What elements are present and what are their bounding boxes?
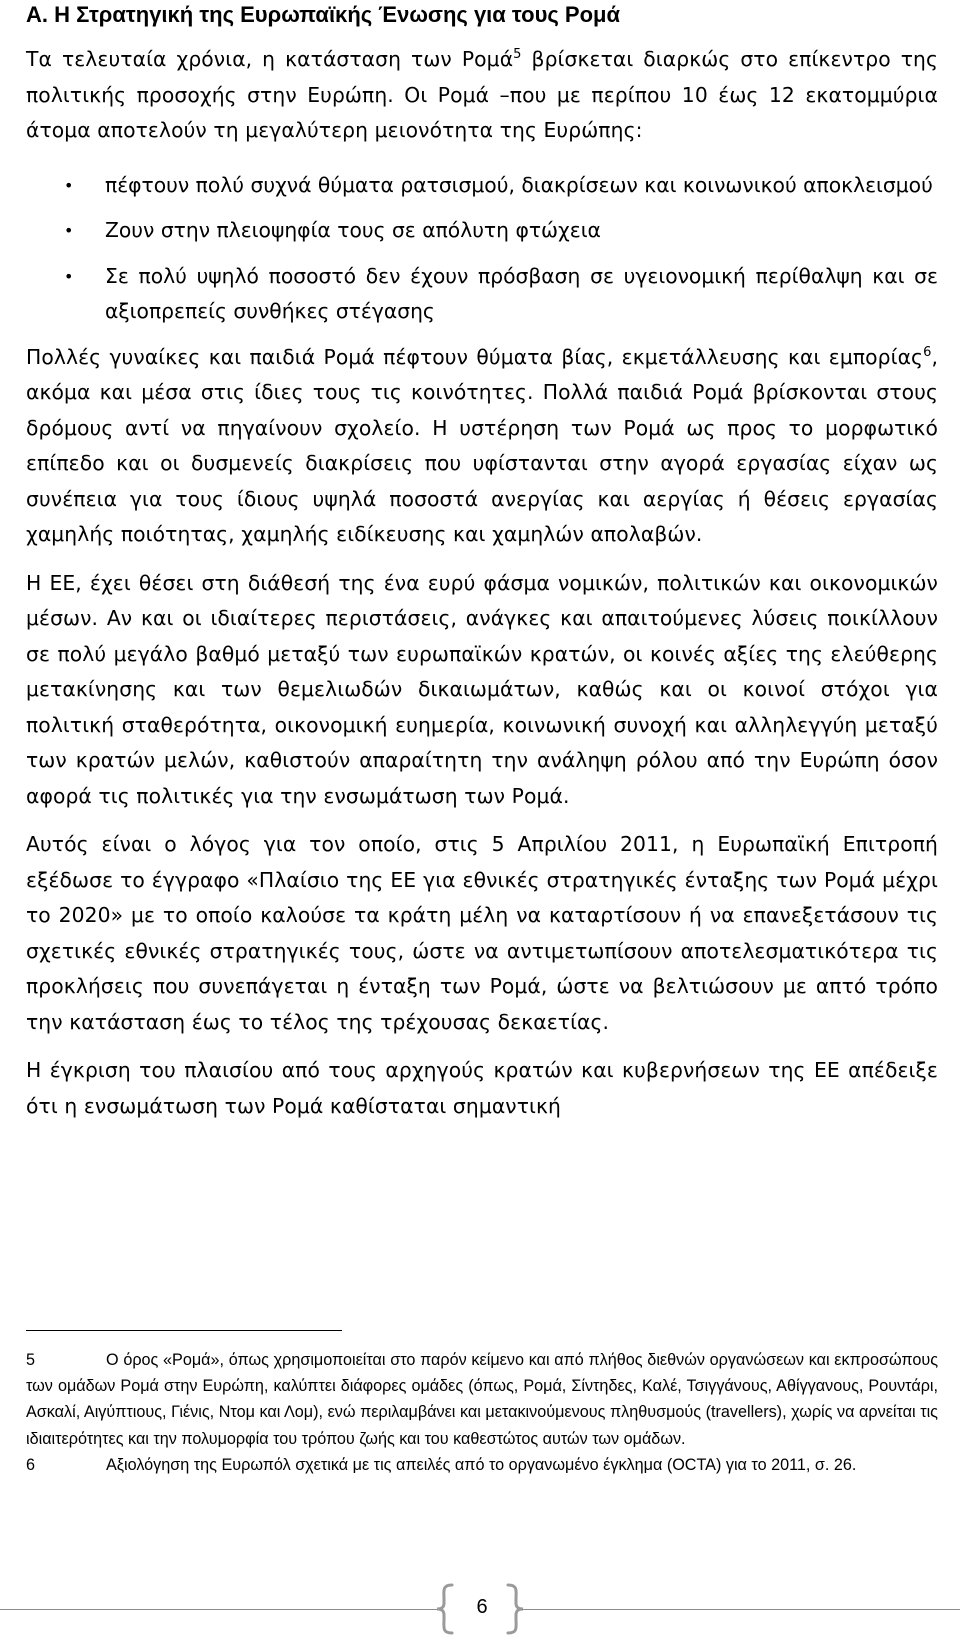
bullet-icon: • bbox=[64, 221, 74, 240]
section-heading: Α. Η Στρατηγική της Ευρωπαϊκής Ένωσης για τους Ρομά bbox=[26, 2, 621, 27]
intro-text-end: βρίσκεται διαρκώς στο επίκεντρο της πολιτικής προσοχής στην Ευρώπη. Οι Ρομά –που με περίπου 10 έως 12 εκατομμύρια άτομα αποτελούν τη μεγαλύτερη μειονότητα της Ευρώπης: bbox=[26, 47, 939, 142]
left-brace-icon bbox=[432, 1583, 456, 1635]
bullet-text: Σε πολύ υψηλό ποσοστό δεν έχουν πρόσβαση σε υγειονομική περίθαλψη και σε αξιοπρεπείς συνθήκες στέγασης bbox=[105, 263, 938, 323]
footnotes bbox=[26, 1347, 938, 1478]
footer-rule-left bbox=[0, 1609, 438, 1610]
footnote-6 bbox=[26, 1452, 938, 1478]
bullet-text: πέφτουν πολύ συχνά θύματα ρατσισμού, διακρίσεων και κοινωνικού αποκλεισμού bbox=[105, 172, 933, 197]
footer-rule-right bbox=[522, 1609, 960, 1610]
bullet-list bbox=[26, 168, 938, 330]
bullet-item bbox=[26, 213, 938, 249]
bullet-item bbox=[26, 168, 938, 204]
document-page bbox=[26, 0, 938, 1124]
violence-text-start: Πολλές γυναίκες και παιδιά Ρομά πέφτουν θύματα βίας, εκμετάλλευσης και εμπορίας bbox=[26, 344, 924, 369]
eu-instruments-paragraph: Η ΕΕ, έχει θέσει στη διάθεσή της ένα ευρύ φάσμα νομικών, πολιτικών και οικονομικών μέσων. Αν και οι ιδιαίτερες περιστάσεις, ανάγκες και απαιτούμενες λύσεις ποικίλλουν σε πολύ μεγάλο βαθμό μεταξύ των ευρωπαϊκών κρατών, οι κοινές αξίες της ελεύθερης μετακίνησης και των θεμελιωδών δικαιωμάτων, καθώς και οι κοινοί στόχοι για πολιτική σταθερότητα, οικονομική ευημερία, κοινωνική συνοχή και αλληλεγγύη μεταξύ των κρατών μελών, καθιστούν απαραίτητη την ανάληψη ρόλου από την Ευρώπη όσον αφορά τις πολιτικές για την ενσωμάτωση των Ρομά. bbox=[26, 570, 938, 808]
footnote-number: 5 bbox=[26, 1351, 36, 1369]
intro-text-start: Τα τελευταία χρόνια, η κατάσταση των Ρομά bbox=[26, 47, 514, 71]
intro-paragraph bbox=[26, 42, 938, 149]
violence-paragraph bbox=[26, 340, 938, 553]
footnote-ref-6[interactable]: 6 bbox=[923, 344, 932, 360]
footnote-5 bbox=[26, 1347, 938, 1452]
bullet-icon: • bbox=[64, 175, 74, 195]
page-footer bbox=[0, 1583, 960, 1631]
footnote-number: 6 bbox=[26, 1455, 36, 1474]
footnote-text: Αξιολόγηση της Ευρωπόλ σχετικά με τις απειλές από το οργανωμένο έγκλημα (OCTA) για το 2011, σ. 26. bbox=[106, 1455, 857, 1474]
bullet-text: Ζουν στην πλειοψηφία τους σε απόλυτη φτώχεια bbox=[105, 218, 601, 242]
framework-paragraph: Αυτός είναι ο λόγος για τον οποίο, στις 5 Απριλίου 2011, η Ευρωπαϊκή Επιτροπή εξέδωσε το έγγραφο «Πλαίσιο της ΕΕ για εθνικές στρατηγικές ένταξης των Ρομά μέχρι το 2020» με το οποίο καλούσε τα κράτη μέλη να καταρτίσουν ή να επανεξετάσουν τις σχετικές εθνικές στρατηγικές τους, ώστε να αντιμετωπίσουν αποτελεσματικότερα τις προκλήσεις που συνεπάγεται η ένταξη των Ρομά, ώστε να βελτιώσουν με απτό τρόπο την κατάσταση έως το τέλος της τρέχουσας δεκαετίας. bbox=[26, 832, 938, 1034]
approval-paragraph: Η έγκριση του πλαισίου από τους αρχηγούς κρατών και κυβερνήσεων της ΕΕ απέδειξε ότι η ενσωμάτωση των Ρομά καθίσταται σημαντική bbox=[26, 1058, 938, 1118]
footnote-separator bbox=[26, 1330, 342, 1331]
bullet-icon: • bbox=[64, 266, 74, 286]
page-number: 6 bbox=[476, 1596, 488, 1618]
footnote-ref-5[interactable]: 5 bbox=[513, 47, 522, 63]
bullet-item bbox=[26, 259, 938, 330]
violence-text-end: , ακόμα και μέσα στις ίδιες τους τις κοινότητες. Πολλά παιδιά Ρομά βρίσκονται στους δρόμους αντί να πηγαίνουν σχολείο. Η υστέρηση των Ρομά ως προς το μορφωτικό επίπεδο και οι δυσμενείς διακρίσεις που υφίστανται στην αγορά εργασίας είχαν ως συνέπεια για τους ίδιους υψηλά ποσοστά ανεργίας και αεργίας ή θέσεις εργασίας χαμηλής ποιότητας, χαμηλής ειδίκευσης και χαμηλών απολαβών. bbox=[26, 344, 938, 546]
footnote-text: Ο όρος «Ρομά», όπως χρησιμοποιείται στο παρόν κείμενο και από πλήθος διεθνών οργανώσεων και εκπροσώπους των ομάδων Ρομά στην Ευρώπη, καλύπτει διάφορες ομάδες (όπως, Ρομά, Σίντηδες, Καλέ, Τσιγγάνους, Αθίγγανους, Ρουντάρι, Ασκαλί, Αιγύπτιους, Γιένις, Ντομ και Λομ), ενώ περιλαμβάνει και μετακινούμενους πληθυσμούς (travellers), χωρίς να αρνείται τις ιδιαιτερότητες και την πολυμορφία του τρόπου ζωής και του καθεστώτος αυτών των ομάδων. bbox=[26, 1351, 938, 1448]
